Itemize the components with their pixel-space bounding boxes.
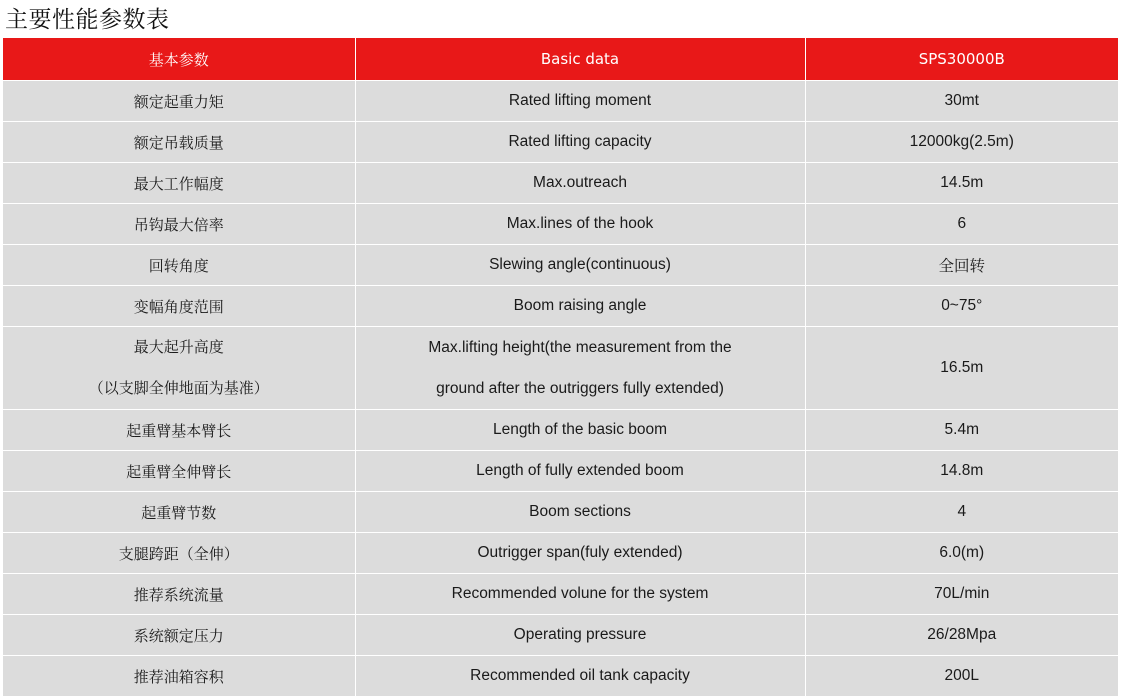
table-row	[3, 122, 1118, 163]
param-value: 5.4m	[805, 410, 1118, 451]
param-value: 6	[805, 204, 1118, 245]
param-cn-line1: 最大起升高度	[133, 338, 224, 356]
param-en: Outrigger span(fuly extended)	[355, 533, 805, 574]
param-value: 12000kg(2.5m)	[805, 122, 1118, 163]
param-cn: 起重臂全伸臂长	[3, 451, 355, 492]
param-value: 26/28Mpa	[805, 615, 1118, 656]
spec-table	[3, 38, 1118, 696]
param-cn: 吊钩最大倍率	[3, 204, 355, 245]
table-row	[3, 574, 1118, 615]
table-row	[3, 204, 1118, 245]
param-value: 16.5m	[805, 327, 1118, 410]
table-row	[3, 245, 1118, 286]
param-en-line1: Max.lifting height(the measurement from the	[428, 339, 732, 356]
table-row	[3, 327, 1118, 410]
param-value: 30mt	[805, 81, 1118, 122]
param-en	[355, 327, 805, 410]
param-en: Boom raising angle	[355, 286, 805, 327]
param-en-line2: ground after the outriggers fully extended)	[436, 380, 724, 397]
page-title: 主要性能参数表	[5, 7, 170, 33]
param-value: 全回转	[805, 245, 1118, 286]
table-row	[3, 451, 1118, 492]
param-cn: 额定吊载质量	[3, 122, 355, 163]
param-en: Max.lines of the hook	[355, 204, 805, 245]
param-cn: 推荐系统流量	[3, 574, 355, 615]
param-cn: 支腿跨距（全伸）	[3, 533, 355, 574]
param-cn: 额定起重力矩	[3, 81, 355, 122]
param-cn-line2: （以支脚全伸地面为基准）	[88, 379, 269, 397]
table-row	[3, 533, 1118, 574]
param-value: 70L/min	[805, 574, 1118, 615]
param-en: Operating pressure	[355, 615, 805, 656]
table-row	[3, 492, 1118, 533]
param-en: Max.outreach	[355, 163, 805, 204]
table-row	[3, 615, 1118, 656]
param-value: 0~75°	[805, 286, 1118, 327]
table-row	[3, 286, 1118, 327]
param-en: Length of fully extended boom	[355, 451, 805, 492]
param-en: Rated lifting moment	[355, 81, 805, 122]
param-en: Recommended volune for the system	[355, 574, 805, 615]
param-cn: 起重臂节数	[3, 492, 355, 533]
table-header-row	[3, 38, 1118, 81]
param-cn: 起重臂基本臂长	[3, 410, 355, 451]
param-cn: 系统额定压力	[3, 615, 355, 656]
param-en: Rated lifting capacity	[355, 122, 805, 163]
header-basic-params: 基本参数	[3, 38, 355, 81]
table-row	[3, 163, 1118, 204]
param-cn: 回转角度	[3, 245, 355, 286]
param-en: Slewing angle(continuous)	[355, 245, 805, 286]
param-en: Recommended oil tank capacity	[355, 656, 805, 697]
param-en: Boom sections	[355, 492, 805, 533]
param-en: Length of the basic boom	[355, 410, 805, 451]
param-cn: 最大工作幅度	[3, 163, 355, 204]
param-value: 200L	[805, 656, 1118, 697]
header-basic-data: Basic data	[355, 38, 805, 81]
table-row	[3, 410, 1118, 451]
param-cn	[3, 327, 355, 410]
param-cn: 变幅角度范围	[3, 286, 355, 327]
param-value: 14.8m	[805, 451, 1118, 492]
header-model: SPS30000B	[805, 38, 1118, 81]
param-value: 14.5m	[805, 163, 1118, 204]
param-value: 4	[805, 492, 1118, 533]
table-row	[3, 81, 1118, 122]
param-value: 6.0(m)	[805, 533, 1118, 574]
table-row	[3, 656, 1118, 697]
param-cn: 推荐油箱容积	[3, 656, 355, 697]
